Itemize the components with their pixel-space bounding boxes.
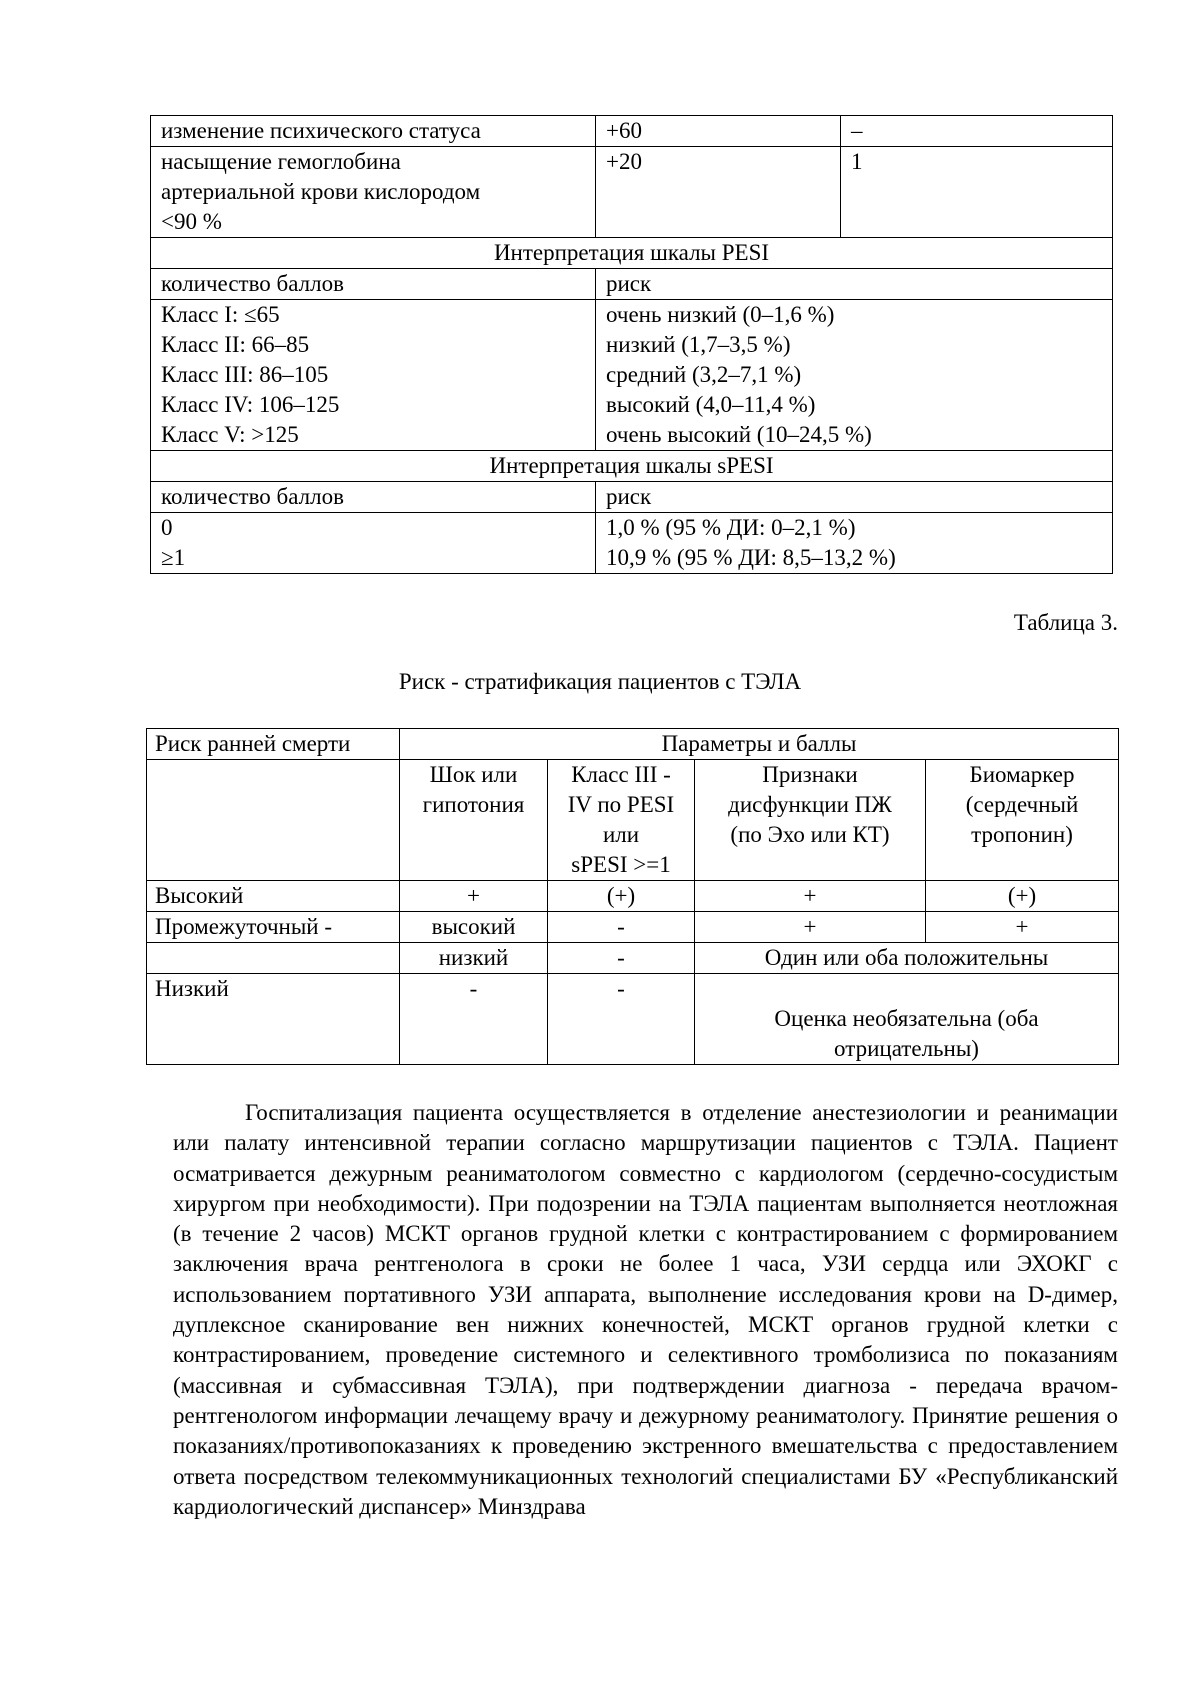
table-cell: Оценка необязательна (оба отрицательны): [695, 974, 1119, 1065]
pesi-score-cell: +60: [596, 116, 841, 147]
spesi-interp-title: Интерпретация шкалы sPESI: [151, 451, 1113, 482]
table-row: [147, 760, 1119, 881]
column-header: Шок или гипотония: [400, 760, 548, 881]
risk-label: Низкий: [147, 974, 400, 1065]
table-cell: +: [926, 912, 1119, 943]
pesi-class-list: Класс I: ≤65 Класс II: 66–85 Класс III: 86–105 Класс IV: 106–125 Класс V: >125: [151, 300, 596, 451]
table-cell: Один или оба положительны: [695, 943, 1119, 974]
risk-label: [147, 943, 400, 974]
pesi-risk-list: очень низкий (0–1,6 %) низкий (1,7–3,5 %) средний (3,2–7,1 %) высокий (4,0–11,4 %) очень высокий (10–24,5 %): [596, 300, 1113, 451]
table-row: [147, 912, 1119, 943]
pesi-param-cell: насыщение гемоглобина артериальной крови кислородом <90 %: [151, 147, 596, 238]
table-row: [147, 974, 1119, 1065]
column-header: Класс III - IV по PESI или sPESI >=1: [548, 760, 695, 881]
column-header: риск: [596, 269, 1113, 300]
table-row: [151, 147, 1113, 238]
risk-table: [146, 728, 1119, 1065]
table-cell: -: [548, 943, 695, 974]
column-header: количество баллов: [151, 269, 596, 300]
table-row: [151, 116, 1113, 147]
table-cell: (+): [926, 881, 1119, 912]
column-header: Параметры и баллы: [400, 729, 1119, 760]
table-cell: +: [695, 881, 926, 912]
table-cell: +: [695, 912, 926, 943]
pesi-score-cell: +20: [596, 147, 841, 238]
spesi-score-cell: –: [841, 116, 1113, 147]
table-cell: высокий: [400, 912, 548, 943]
table-cell: +: [400, 881, 548, 912]
column-header: количество баллов: [151, 482, 596, 513]
risk-label: Промежуточный -: [147, 912, 400, 943]
table-row: [147, 729, 1119, 760]
table-row: [151, 482, 1113, 513]
table-row: [151, 513, 1113, 574]
body-paragraph: Госпитализация пациента осуществляется в отделение анестезиологии и реанимации или палату интенсивной терапии согласно маршрутизации пациентов с ТЭЛА. Пациент осматривается дежурным реаниматологом совместно с кардиологом (сердечно-сосудистым хирургом при необходимости). При подозрении на ТЭЛА пациентам выполняется неотложная (в течение 2 часов) МСКТ органов грудной клетки с контрастированием с формированием заключения врача рентгенолога в сроки не более 1 часа, УЗИ сердца или ЭХОКГ с использованием портативного УЗИ аппарата, выполнение исследования крови на D-димер, дуплексное сканирование вен нижних конечностей, МСКТ органов грудной клетки с контрастированием, проведение системного и селективного тромболизиса по показаниям (массивная и субмассивная ТЭЛА), при подтверждении диагноза - передача врачом-рентгенологом информации лечащему врачу и дежурному реаниматологу. Принятие решения о показаниях/противопоказаниях к проведению экстренного вмешательства с предоставлением ответа посредством телекоммуникационных технологий специалистами БУ «Республиканский кардиологический диспансер» Минздрава: [173, 1100, 1118, 1519]
table-row: [151, 451, 1113, 482]
pesi-interp-title: Интерпретация шкалы PESI: [151, 238, 1113, 269]
spesi-score-list: 0 ≥1: [151, 513, 596, 574]
table-cell: (+): [548, 881, 695, 912]
column-header: Биомаркер (сердечный тропонин): [926, 760, 1119, 881]
table-title: Риск - стратификация пациентов с ТЭЛА: [398, 669, 802, 694]
column-header: риск: [596, 482, 1113, 513]
table-row: [147, 881, 1119, 912]
risk-label: Высокий: [147, 881, 400, 912]
table-cell: низкий: [400, 943, 548, 974]
table-cell: -: [400, 974, 548, 1065]
table-cell: -: [548, 974, 695, 1065]
table-row: [147, 943, 1119, 974]
pesi-table: [150, 115, 1113, 574]
column-header: Риск ранней смерти: [147, 729, 400, 760]
pesi-param-cell: изменение психического статуса: [151, 116, 596, 147]
empty-cell: [147, 760, 400, 881]
spesi-score-cell: 1: [841, 147, 1113, 238]
spesi-risk-list: 1,0 % (95 % ДИ: 0–2,1 %) 10,9 % (95 % ДИ: 8,5–13,2 %): [596, 513, 1113, 574]
table-label: Таблица 3.: [1013, 610, 1118, 635]
table-cell: -: [548, 912, 695, 943]
table-row: [151, 300, 1113, 451]
table-row: [151, 269, 1113, 300]
column-header: Признаки дисфункции ПЖ (по Эхо или КТ): [695, 760, 926, 881]
table-row: [151, 238, 1113, 269]
